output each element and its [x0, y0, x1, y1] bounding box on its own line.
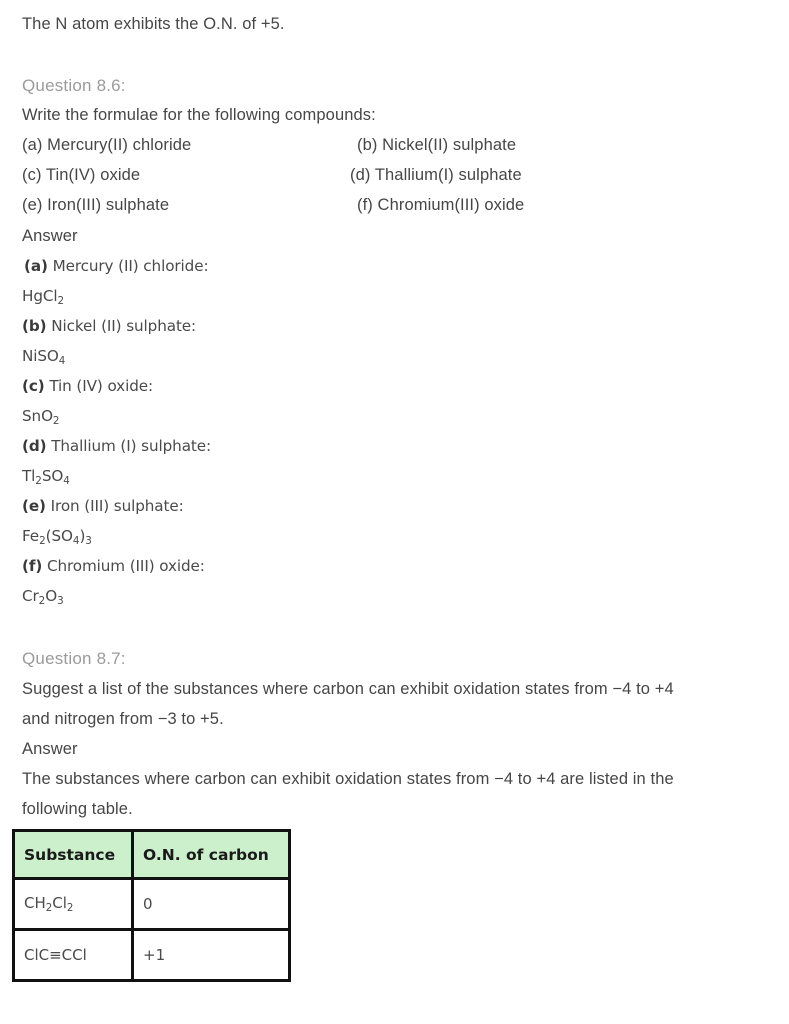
answer-item-e-text: Iron (III) sulphate: — [50, 497, 184, 515]
question-8-6-heading: Question 8.6: — [22, 76, 126, 95]
answer-item-b-label: (b) — [22, 317, 47, 335]
table-cell-on: 0 — [133, 879, 290, 930]
answer-item-d-label: (d) — [22, 437, 47, 455]
answer-formula-b: NiSO$_4$ — [22, 347, 66, 367]
table-cell-on: +1 — [133, 930, 290, 981]
table-header-on-of-carbon: O.N. of carbon — [133, 831, 290, 879]
table-cell-substance: ClC≡CCl — [14, 930, 133, 981]
question-8-7-prompt-line-1: Suggest a list of the substances where carbon can exhibit oxidation states from −4 to +4 — [22, 680, 674, 698]
answer-label-8-6: Answer — [22, 227, 78, 245]
answer-formula-c: SnO$_2$ — [22, 407, 60, 427]
option-a: (a) Mercury(II) chloride — [22, 136, 192, 154]
table-header-substance: Substance — [14, 831, 133, 879]
answer-item-f-text: Chromium (III) oxide: — [46, 557, 205, 575]
question-8-7-prompt-line-2: and nitrogen from −3 to +5. — [22, 710, 224, 728]
answer-item-b — [22, 319, 196, 334]
answer-label-8-7: Answer — [22, 740, 78, 758]
option-c: (c) Tin(IV) oxide — [22, 166, 141, 184]
answer-item-f-label: (f) — [22, 557, 43, 575]
answer-item-a-label: (a) — [24, 257, 48, 275]
answer-item-d-text: Thallium (I) sulphate: — [51, 437, 212, 455]
intro-line: The N atom exhibits the O.N. of +5. — [22, 15, 285, 33]
answer-item-c — [22, 379, 153, 394]
option-f: (f) Chromium(III) oxide — [357, 196, 525, 214]
answer-formula-f: $Cr_2O_3$ — [22, 587, 64, 607]
answer-formula-e: $Fe_2(SO_4)_3$ — [22, 527, 92, 547]
answer-item-f — [22, 559, 205, 574]
table-cell-substance: $CH_2Cl_2$ — [14, 879, 133, 930]
answer-item-a — [24, 259, 208, 274]
table-row — [14, 879, 290, 930]
answer-item-c-label: (c) — [22, 377, 45, 395]
answer-item-b-text: Nickel (II) sulphate: — [51, 317, 197, 335]
answer-8-7-line-1: The substances where carbon can exhibit oxidation states from −4 to +4 are listed in the — [22, 770, 674, 788]
answer-item-a-text: Mercury (II) chloride: — [52, 257, 209, 275]
option-e: (e) Iron(III) sulphate — [22, 196, 170, 214]
answer-formula-d: $Tl_2SO_4$ — [22, 467, 70, 487]
oxidation-number-table — [12, 829, 291, 982]
answer-item-e-label: (e) — [22, 497, 46, 515]
question-8-7-heading: Question 8.7: — [22, 649, 126, 668]
question-8-6-prompt: Write the formulae for the following compounds: — [22, 106, 376, 124]
option-b: (b) Nickel(II) sulphate — [357, 136, 517, 154]
table-row — [14, 930, 290, 981]
answer-item-e — [22, 499, 184, 514]
answer-item-d — [22, 439, 211, 454]
table-header-row — [14, 831, 290, 879]
answer-8-7-line-2: following table. — [22, 800, 133, 818]
answer-formula-a: HgCl$_2$ — [22, 287, 65, 307]
option-d: (d) Thallium(I) sulphate — [350, 166, 522, 184]
answer-item-c-text: Tin (IV) oxide: — [49, 377, 153, 395]
